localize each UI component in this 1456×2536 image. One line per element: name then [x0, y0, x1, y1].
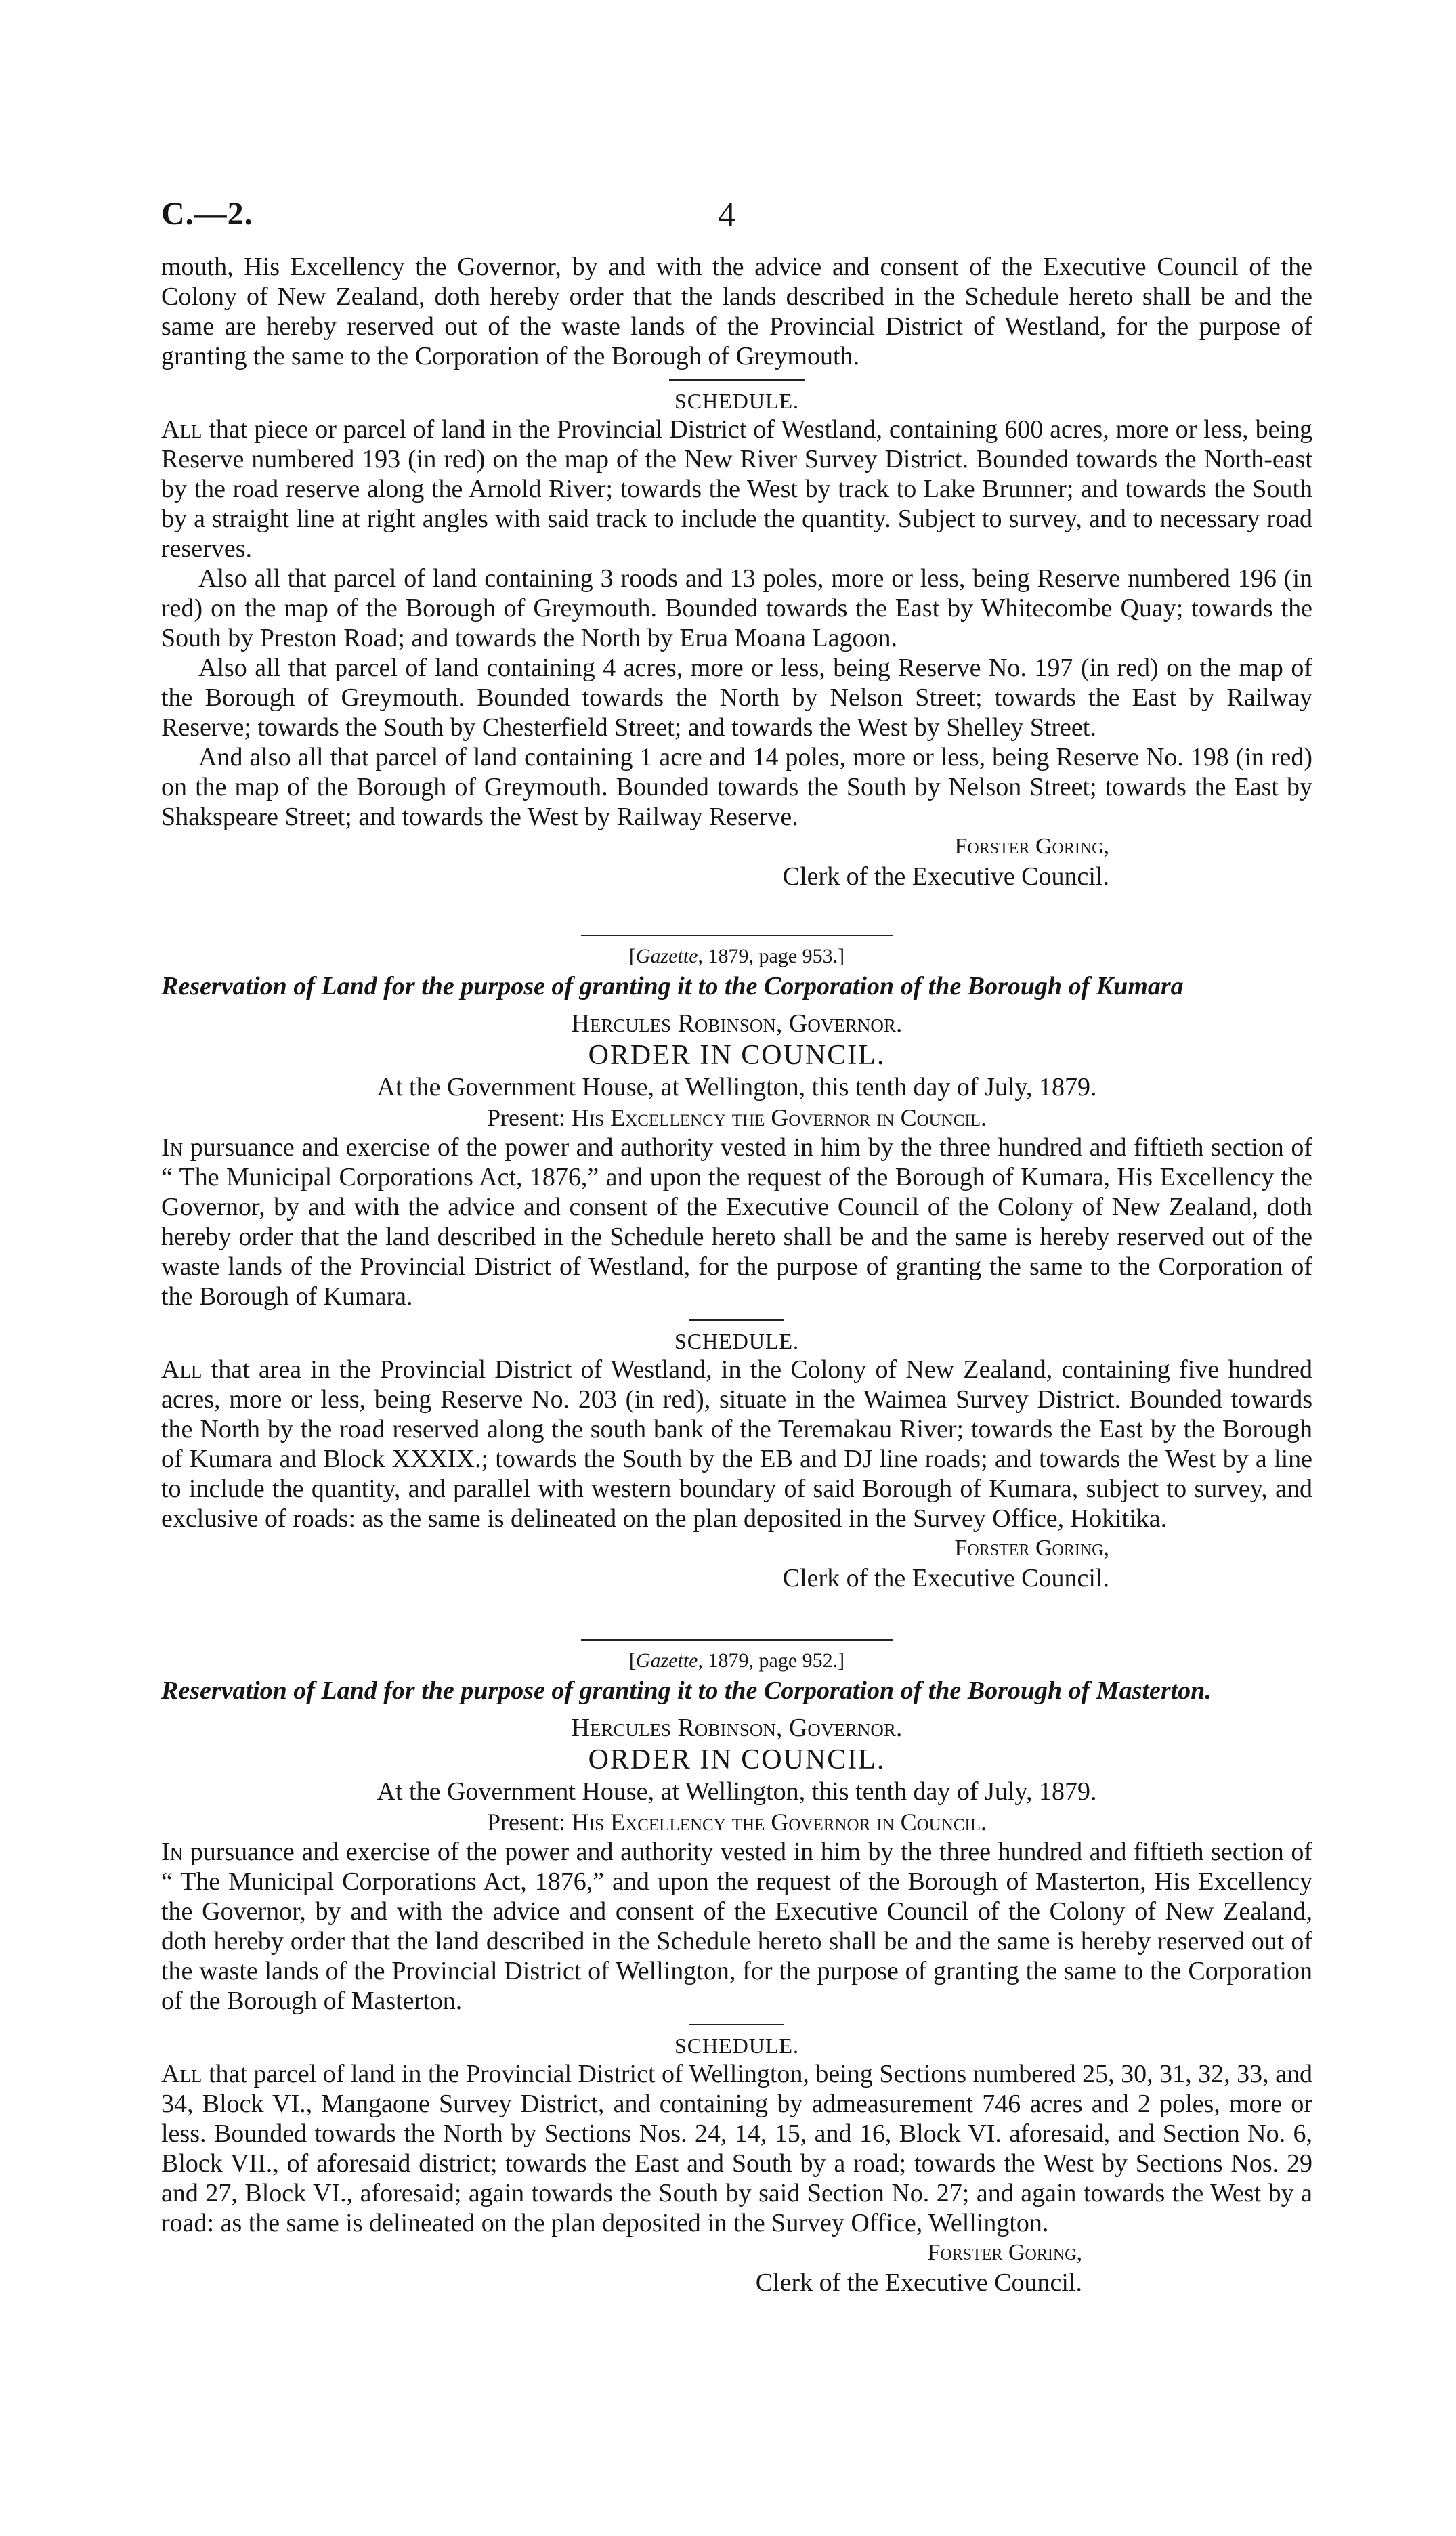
masterton-order-section: [161, 1632, 1312, 2298]
masterton-governor-line: Hercules Robinson, Governor.: [571, 1714, 903, 1742]
kumara-schedule-heading: SCHEDULE.: [674, 1329, 800, 1353]
present-value: His Excellency the Governor in Council.: [571, 1104, 987, 1131]
greymouth-signature: [161, 832, 1312, 891]
gazette-citation: , 1879, page 952.]: [698, 1649, 845, 1672]
kumara-title: Reservation of Land for the purpose of granting it to the Corporation of the Borough of Kumara: [161, 972, 1184, 1000]
section-divider: [581, 1639, 893, 1641]
masterton-body-lead: In: [161, 1838, 184, 1866]
masterton-title: Reservation of Land for the purpose of granting it to the Corporation of the Borough of Masterton.: [161, 1676, 1212, 1705]
masterton-present-line: [161, 1807, 1312, 1837]
signatory-name: Forster Goring,: [954, 834, 1109, 859]
kumara-body-paragraph: [161, 1133, 1312, 1311]
greymouth-intro-paragraph: mouth, His Excellency the Governor, by and with the advice and consent of the Executive Council of the Colony of New Zealand, doth hereby order that the lands described in the Schedule hereto shall be and the same are hereby reserved out of the waste lands of the Provincial District of Westland, for the purpose of granting the same to the Corporation of the Borough of Greymouth.: [161, 253, 1312, 371]
kumara-schedule-paragraph: [161, 1355, 1312, 1534]
greymouth-order-section: [161, 252, 1312, 891]
greymouth-schedule-heading: SCHEDULE.: [674, 389, 800, 413]
kumara-gazette-reference: [161, 943, 1312, 970]
section-divider: [581, 935, 893, 936]
present-value: His Excellency the Governor in Council.: [571, 1809, 987, 1836]
kumara-signature: [161, 1534, 1312, 1593]
kumara-governor-line: Hercules Robinson, Governor.: [571, 1009, 903, 1038]
greymouth-schedule-paragraph-1: [161, 415, 1312, 564]
greymouth-schedule-paragraph-4: And also all that parcel of land containing 1 acre and 14 poles, more or less, being Reserve No. 198 (in red) on the map of the Borough of Greymouth. Bounded towards the South by Nelson Street; towards the East by Shakspeare Street; and towards the West by Railway Reserve.: [161, 743, 1312, 831]
gazette-open-bracket: [: [628, 945, 636, 967]
greymouth-schedule-text-1: that piece or parcel of land in the Provincial District of Westland, containing 600 acres, more or less, being Reserve numbered 193 (in red) on the map of the New River Survey District. Bounded towards the North-east by the road reserve along the Arnold River; towards the West by track to Lake Brunner; and towards the South by a straight line at right angles with said track to include the quantity. Subject to survey, and to necessary road reserves.: [161, 415, 1312, 563]
signatory-title: Clerk of the Executive Council.: [782, 1564, 1109, 1592]
section-divider: [689, 1319, 784, 1321]
signatory-name: Forster Goring,: [954, 1536, 1109, 1561]
gazette-word: Gazette: [635, 1649, 698, 1672]
kumara-order-section: [161, 928, 1312, 1593]
kumara-body-lead: In: [161, 1133, 184, 1162]
gazette-open-bracket: [: [628, 1649, 636, 1672]
masterton-gazette-reference: [161, 1647, 1312, 1674]
masterton-body-text: pursuance and exercise of the power and authority vested in him by the three hundred and fiftieth section of “ The Municipal Corporations Act, 1876,” and upon the request of the Borough of Masterton, His Excellency the Governor, by and with the advice and consent of the Executive Council of the Colony of New Zealand, doth hereby order that the land described in the Schedule hereto shall be and the same is hereby reserved out of the waste lands of the Provincial District of Wellington, for the purpose of granting the same to the Corporation of the Borough of Masterton.: [161, 1838, 1312, 2015]
present-label: Present:: [486, 1809, 565, 1836]
greymouth-schedule-paragraph-2: Also all that parcel of land containing 3 roods and 13 poles, more or less, being Reserve numbered 196 (in red) on the map of the Borough of Greymouth. Bounded towards the East by Whitecombe Quay; towards the South by Preston Road; and towards the North by Erua Moana Lagoon.: [161, 564, 1312, 652]
signatory-title: Clerk of the Executive Council.: [782, 862, 1109, 891]
page-number: 4: [718, 196, 735, 234]
section-divider: [669, 379, 805, 381]
masterton-location-line: At the Government House, at Wellington, this tenth day of July, 1879.: [377, 1777, 1097, 1806]
masterton-schedule-heading: SCHEDULE.: [674, 2033, 800, 2058]
greymouth-schedule-lead: All: [161, 415, 202, 444]
present-label: Present:: [486, 1104, 565, 1131]
masterton-schedule-paragraph: [161, 2059, 1312, 2238]
kumara-schedule-lead: All: [161, 1355, 202, 1384]
masterton-schedule-text: that parcel of land in the Provincial District of Wellington, being Sections numbered 25, 30, 31, 32, 33, and 34, Block VI., Mangaone Survey District, and containing by admeasurement 746 acres and 2 poles, more or less. Bounded towards the North by Sections Nos. 24, 14, 15, and 16, Block VI. aforesaid, and Section No. 6, Block VII., of aforesaid district; towards the East and South by a road; towards the West by Sections Nos. 29 and 27, Block VI., aforesaid; again towards the South by said Section No. 27; and again towards the West by a road: as the same is delineated on the plan deposited in the Survey Office, Wellington.: [161, 2060, 1312, 2237]
signatory-name: Forster Goring,: [927, 2240, 1082, 2265]
signatory-title: Clerk of the Executive Council.: [755, 2268, 1082, 2297]
gazette-word: Gazette: [635, 945, 698, 967]
page-header: [161, 195, 1312, 249]
section-divider: [689, 2024, 784, 2025]
document-reference: C.—2.: [161, 196, 253, 232]
kumara-body-text: pursuance and exercise of the power and authority vested in him by the three hundred and fiftieth section of “ The Municipal Corporations Act, 1876,” and upon the request of the Borough of Kumara, His Excellency the Governor, by and with the advice and consent of the Executive Council of the Colony of New Zealand, doth hereby order that the land described in the Schedule hereto shall be and the same is hereby reserved out of the waste lands of the Provincial District of Westland, for the purpose of granting the same to the Corporation of the Borough of Kumara.: [161, 1133, 1312, 1311]
kumara-present-line: [161, 1103, 1312, 1133]
masterton-signature: [161, 2238, 1312, 2298]
greymouth-schedule-paragraph-3: Also all that parcel of land containing 4 acres, more or less, being Reserve No. 197 (in red) on the map of the Borough of Greymouth. Bounded towards the North by Nelson Street; towards the East by Railway Reserve; towards the South by Chesterfield Street; and towards the West by Shelley Street.: [161, 654, 1312, 742]
kumara-order-heading: ORDER IN COUNCIL.: [588, 1040, 886, 1071]
kumara-location-line: At the Government House, at Wellington, this tenth day of July, 1879.: [377, 1073, 1097, 1101]
gazette-citation: , 1879, page 953.]: [698, 945, 845, 967]
masterton-body-paragraph: [161, 1837, 1312, 2016]
masterton-schedule-lead: All: [161, 2060, 202, 2088]
masterton-order-heading: ORDER IN COUNCIL.: [588, 1744, 886, 1775]
kumara-schedule-text: that area in the Provincial District of Westland, in the Colony of New Zealand, containing five hundred acres, more or less, being Reserve No. 203 (in red), situate in the Waimea Survey District. Bounded towards the North by the road reserved along the south bank of the Teremakau River; towards the East by the Borough of Kumara and Block XXXIX.; towards the South by the EB and DJ line roads; and towards the West by a line to include the quantity, and parallel with western boundary of said Borough of Kumara, subject to survey, and exclusive of roads: as the same is delineated on the plan deposited in the Survey Office, Hokitika.: [161, 1355, 1312, 1533]
